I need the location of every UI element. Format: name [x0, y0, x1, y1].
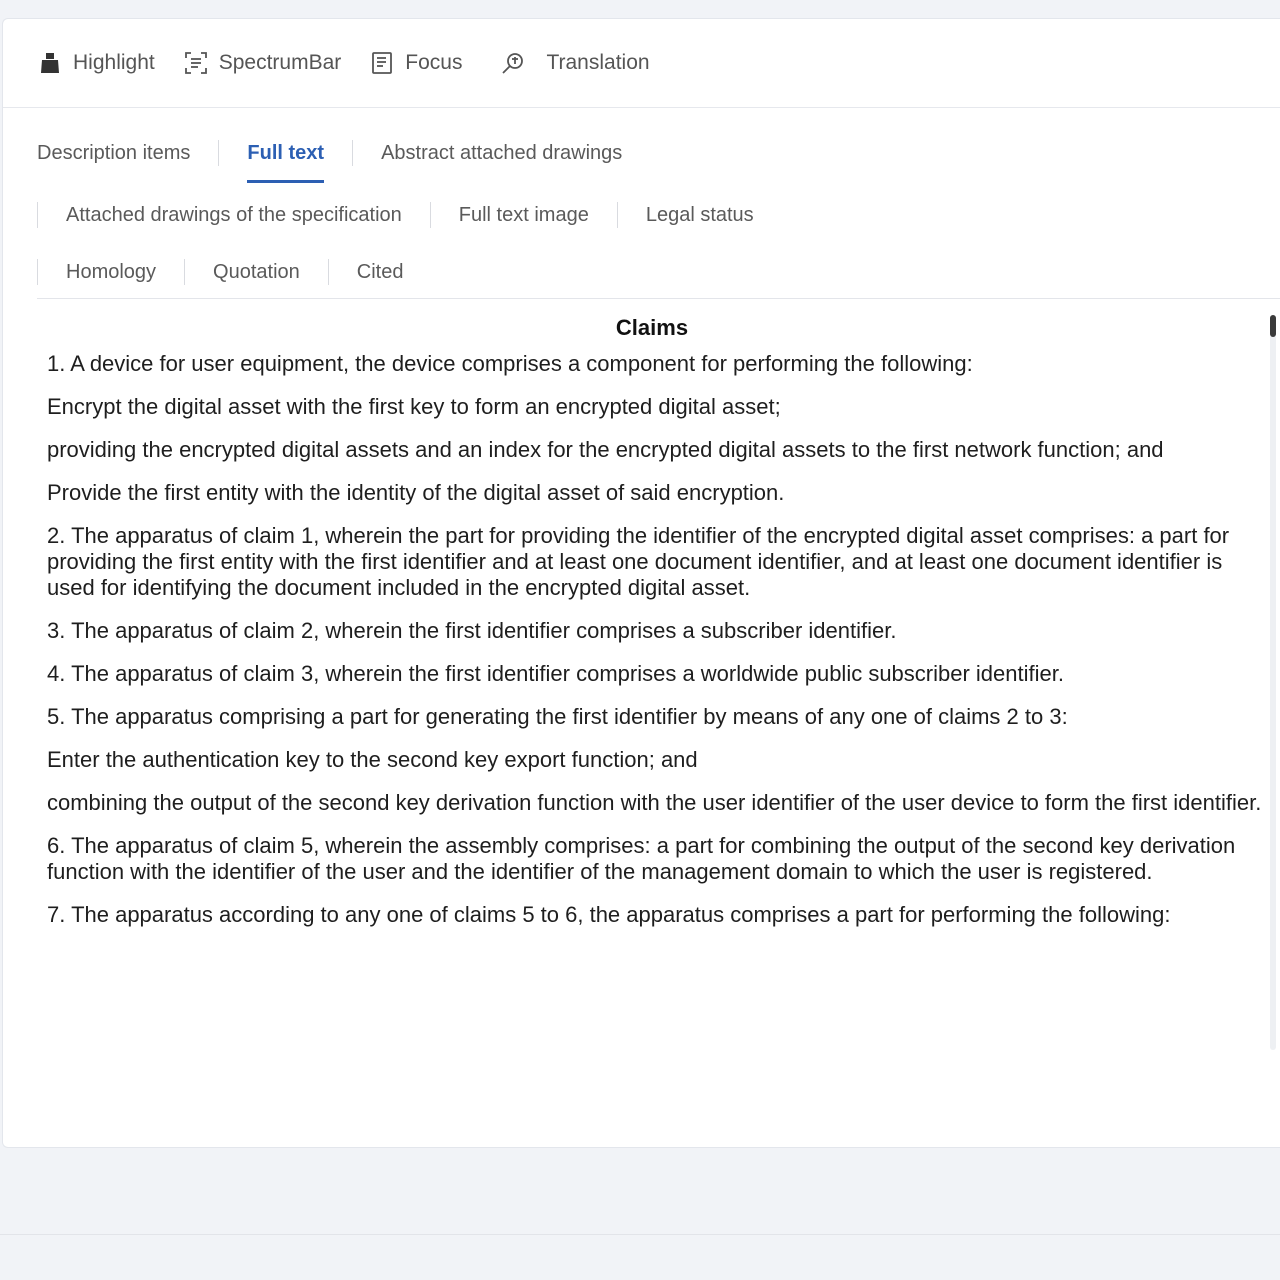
tab-full-text[interactable]: Full text — [247, 141, 325, 164]
translation-label: Translation — [546, 51, 650, 74]
content-scrollbar[interactable] — [1270, 315, 1276, 1050]
highlight-button[interactable] — [37, 50, 155, 76]
marker-icon — [37, 50, 63, 76]
tab-quotation[interactable]: Quotation — [213, 260, 300, 283]
focus-label: Focus — [405, 51, 463, 74]
tab-legal-status[interactable]: Legal status — [645, 203, 754, 226]
claim-paragraph: 4. The apparatus of claim 3, wherein the first identifier comprises a worldwide public subscriber identifier. — [47, 661, 1064, 686]
tab-separator — [37, 259, 38, 285]
claim-paragraph: 7. The apparatus according to any one of claims 5 to 6, the apparatus comprises a part for performing the following: — [47, 902, 1171, 927]
tab-separator — [430, 202, 431, 228]
translate-search-icon — [500, 50, 526, 76]
tab-separator — [218, 140, 219, 166]
claim-paragraph: Enter the authentication key to the second key export function; and — [47, 747, 698, 772]
scan-text-icon — [183, 50, 209, 76]
claim-paragraph: 3. The apparatus of claim 2, wherein the first identifier comprises a subscriber identifier. — [47, 618, 897, 643]
toolbar — [3, 19, 1280, 108]
tab-homology[interactable]: Homology — [66, 260, 157, 283]
tab-description-items[interactable]: Description items — [37, 141, 191, 164]
tab-abstract-attached-drawings[interactable]: Abstract attached drawings — [381, 141, 623, 164]
tab-separator — [37, 202, 38, 228]
claim-paragraph: Provide the first entity with the identity of the digital asset of said encryption. — [47, 480, 785, 505]
tab-full-text-image[interactable]: Full text image — [458, 203, 589, 226]
translation-button[interactable] — [500, 50, 649, 76]
page-footer-divider — [0, 1234, 1280, 1235]
scrollbar-thumb[interactable] — [1270, 315, 1276, 337]
patent-detail-panel — [2, 18, 1280, 1148]
claim-paragraph: 6. The apparatus of claim 5, wherein the assembly comprises: a part for combining the output of the second key derivation function with the identifier of the user and the identifier of the management domain to which the user is registered. — [47, 833, 1236, 884]
document-icon — [369, 50, 395, 76]
content-divider — [37, 298, 1280, 299]
tab-separator — [184, 259, 185, 285]
spectrumbar-button[interactable] — [183, 50, 342, 76]
tab-bar — [3, 108, 1280, 292]
claim-paragraph: combining the output of the second key derivation function with the user identifier of the user device to form the first identifier. — [47, 790, 1262, 815]
claim-paragraph: 2. The apparatus of claim 1, wherein the part for providing the identifier of the encrypted digital asset comprises: a part for providing the first entity with the first identifier and at least one document identifier, and at least one document identifier is used for identifying the document included in the encrypted digital asset. — [47, 523, 1230, 600]
tab-row-1 — [3, 108, 1280, 196]
claim-paragraph: Encrypt the digital asset with the first key to form an encrypted digital asset; — [47, 394, 781, 419]
tab-row-2 — [3, 196, 1280, 234]
tab-separator — [352, 140, 353, 166]
claim-paragraph: 5. The apparatus comprising a part for generating the first identifier by means of any one of claims 2 to 3: — [47, 704, 1068, 729]
claims-content[interactable] — [37, 309, 1267, 1049]
spectrumbar-label: SpectrumBar — [218, 51, 342, 74]
tab-separator — [617, 202, 618, 228]
tab-cited[interactable]: Cited — [356, 260, 404, 283]
tab-separator — [328, 259, 329, 285]
tab-row-3 — [3, 234, 1280, 292]
claims-title: Claims — [615, 315, 689, 340]
claim-paragraph: 1. A device for user equipment, the device comprises a component for performing the following: — [47, 351, 973, 376]
highlight-label: Highlight — [73, 51, 155, 74]
focus-button[interactable] — [369, 50, 462, 76]
tab-attached-drawings-specification[interactable]: Attached drawings of the specification — [66, 203, 402, 226]
claim-paragraph: providing the encrypted digital assets and an index for the encrypted digital assets to the first network function; and — [47, 437, 1164, 462]
